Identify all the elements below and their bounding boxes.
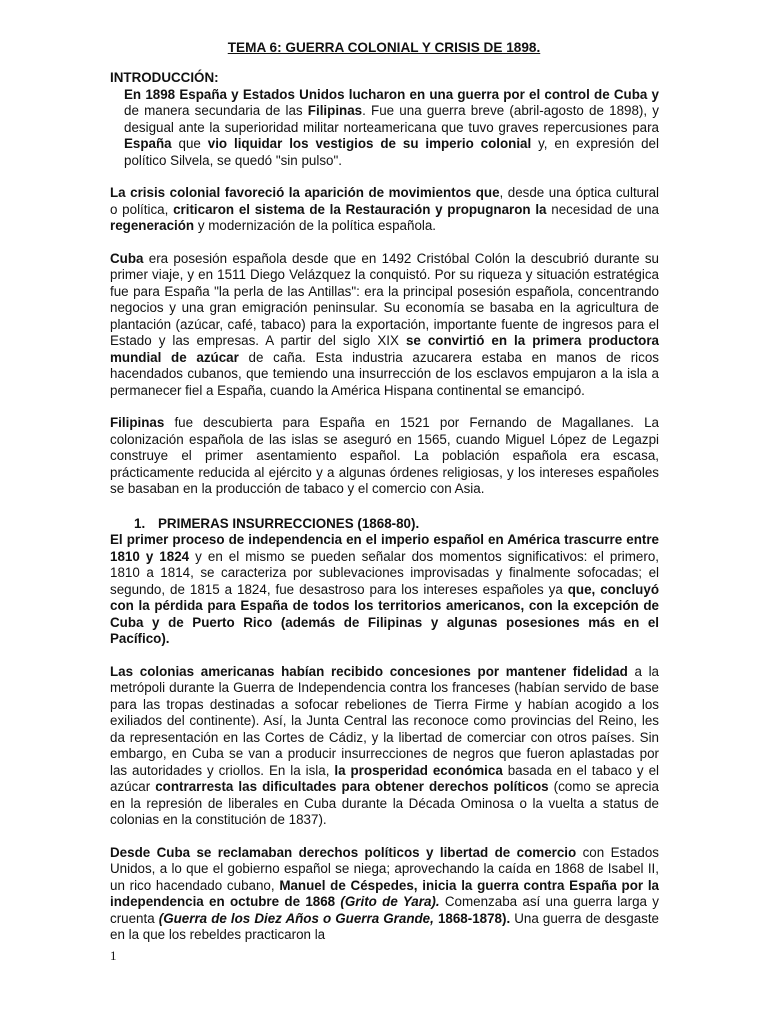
text-run: Las colonias americanas habían recibido concesiones por mantener fidelidad: [110, 663, 628, 679]
section-1-paragraph-3: [110, 845, 659, 944]
text-run: Una guerra de desgaste en la que los rebeldes practicaron la: [110, 910, 659, 942]
text-run: se convirtió en la primera productora mundial de azúcar: [110, 333, 659, 365]
text-run: (como se aprecia en la represión de liberales en Cuba durante la Década Ominosa o la vuelta a status de colonias en la constitución de 1837).: [110, 779, 659, 827]
text-run: y en el mismo se pueden señalar dos momentos significativos: el primero, 1810 a 1814, se caracteriza por sublevaciones improvisadas y finalmente sofocadas; el segundo, de 1815 a 1824, fue desastroso para los intereses españoles ya: [110, 548, 660, 597]
document-body: [110, 70, 659, 944]
text-run: (Guerra de los Diez Años o Guerra Grande,: [158, 910, 434, 926]
intro-paragraph-1: [110, 87, 659, 170]
text-run: Filipinas: [110, 415, 165, 430]
text-run: (Grito de Yara).: [340, 894, 440, 909]
page-number: 1: [110, 948, 117, 963]
text-run: regeneración: [110, 218, 195, 233]
intro-heading: INTRODUCCIÓN:: [110, 70, 219, 85]
text-run: La crisis colonial favoreció la aparición de movimientos que: [110, 185, 500, 200]
text-run: Comenzaba así una guerra larga y cruenta: [110, 894, 659, 926]
section-1-paragraph-2: [110, 664, 659, 829]
text-run: Cuba: [110, 250, 144, 266]
text-run: con Estados Unidos, a lo que el gobierno español se niega; aprovechando la caída en 1868 de Isabel II, un rico hacendado cubano,: [110, 844, 659, 893]
text-run: Manuel de Céspedes, inicia la guerra contra España por la independencia en octubre de 1868: [110, 877, 659, 909]
text-run: a la metrópoli durante la Guerra de Independencia contra los franceses (habían servido de base para las tropas destinadas a sofocar rebeliones de Tierra Firme y habían acogido a los exiliados del continente). Así, la Junta Central las reconoce como provincias del Reino, les da representación en las Cortes de Cádiz, y la libertad de comerciar con otros países. Sin embargo, en Cuba se van a producir insurrecciones de negros que fueron aplastadas por las autoridades y criollos. En la isla,: [110, 663, 660, 778]
intro-paragraph-filipinas: [110, 415, 659, 498]
page-title: TEMA 6: GUERRA COLONIAL Y CRISIS DE 1898.: [227, 40, 541, 55]
text-run: , desde una óptica cultural o política,: [110, 185, 659, 217]
text-run: basada en el tabaco y el azúcar: [110, 762, 659, 794]
intro-paragraph-2: [110, 185, 659, 235]
section-1-heading: [110, 516, 659, 533]
text-run: que, concluyó con la pérdida para España de todos los territorios americanos, con la excepción de Cuba y de Puerto Rico (además de Filipinas y algunas posesiones más en el Pacífico).: [110, 581, 659, 646]
intro-paragraph-cuba: [110, 251, 659, 400]
text-run: de caña. Esta industria azucarera estaba en manos de ricos hacendados cubanos, que temiendo una insurrección de los esclavos empujaron a la isla a permanecer fiel a España, cuando la América Hispana continental se emancipó.: [110, 349, 659, 398]
text-run: El primer proceso de independencia en el imperio español en América trascurre entre 1810 y 1824: [110, 532, 659, 564]
text-run: criticaron el sistema de la Restauración y propugnaron la: [173, 201, 547, 217]
text-run: fue descubierta para España en 1521 por Fernando de Magallanes. La colonización española de las islas se aseguró en 1565, cuando Miguel López de Legazpi construye el primer asentamiento español. La población española era escasa, prácticamente reducida al ejército y a algunas órdenes religiosas, y los intereses españoles se basaban en la producción de tabaco y el comercio con Asia.: [110, 415, 659, 496]
text-run: España: [124, 136, 172, 151]
text-run: Desde Cuba se reclamaban derechos políticos y libertad de comercio: [110, 844, 577, 860]
text-run: era posesión española desde que en 1492 Cristóbal Colón la descubrió durante su primer viaje, y en 1511 Diego Velázquez la conquistó. Por su riqueza y situación estratégica fue para España "la perla de las Antillas": era la principal posesión española, concentrando negocios y una gran emigración peninsular. Su economía se basaba en la agricultura de plantación (azúcar, café, tabaco) para la exportación, importante fuente de ingresos para el Estado y las empresas. A partir del siglo XIX: [110, 250, 659, 348]
text-run: 1868-1878).: [437, 910, 511, 926]
section-title: PRIMERAS INSURRECCIONES (1868-80).: [158, 515, 420, 531]
text-run: contrarresta las dificultades para obtener derechos políticos: [155, 779, 549, 794]
section-number: 1.: [134, 515, 146, 531]
text-run: vio liquidar los vestigios de su imperio colonial: [207, 136, 532, 151]
text-run: necesidad de una: [546, 201, 659, 217]
text-run: Filipinas: [307, 103, 363, 118]
text-run: que: [171, 136, 208, 151]
text-run: y, en expresión del político Silvela, se quedó "sin pulso".: [124, 136, 659, 168]
text-run: . Fue una guerra breve (abril-agosto de 1898), y desigual ante la superioridad militar norteamericana que tuvo graves repercusiones para: [124, 103, 660, 135]
text-run: la prosperidad económica: [334, 762, 503, 778]
text-run: y modernización de la política española.: [194, 218, 437, 233]
text-run: En 1898 España y Estados Unidos lucharon en una guerra por el control de Cuba y: [124, 86, 659, 102]
text-run: de manera secundaria de las: [124, 103, 308, 118]
section-1-paragraph-1: [110, 532, 659, 648]
